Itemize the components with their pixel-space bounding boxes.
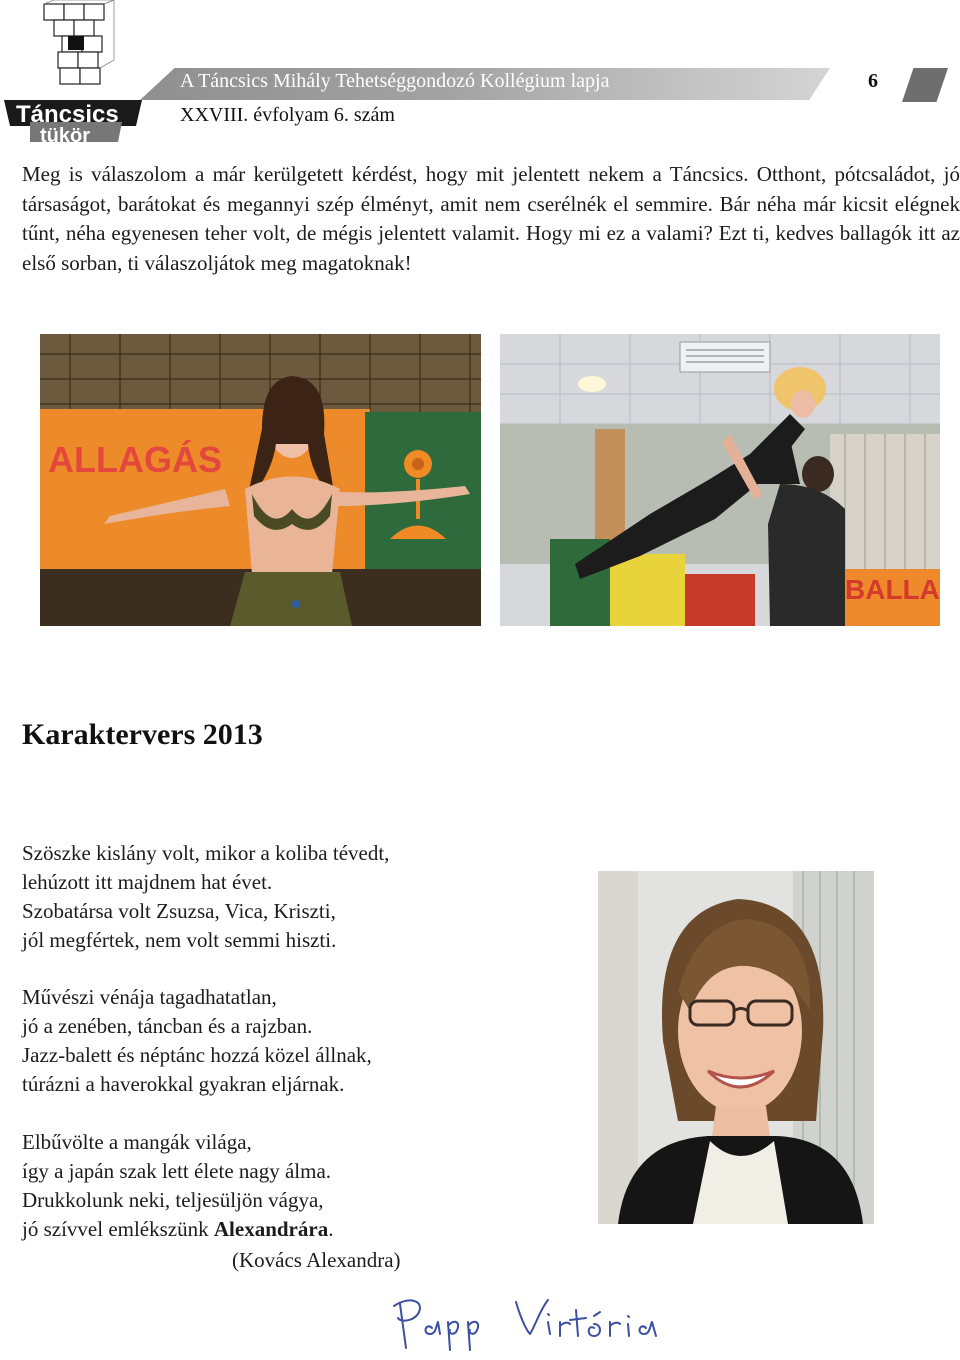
- poem-line: Szobatársa volt Zsuzsa, Vica, Kriszti,: [22, 899, 336, 923]
- poem-title: Karaktervers 2013: [22, 718, 263, 751]
- magazine-title: A Táncsics Mihály Tehetséggondozó Kollégium lapja: [180, 70, 610, 92]
- poem-line: jó a zenében, táncban és a rajzban.: [22, 1014, 313, 1038]
- logo-text-tukor: tükör: [40, 125, 90, 147]
- poem-line: Drukkolunk neki, teljesüljön vágya,: [22, 1188, 324, 1212]
- portrait-photo: [598, 871, 874, 1224]
- poem-stanza: [22, 1128, 582, 1244]
- belly-dancer-photo: [40, 334, 481, 626]
- poem-line: Jazz-balett és néptánc hozzá közel állnak,: [22, 1043, 372, 1067]
- poem-line: túrázni a haverokkal gyakran eljárnak.: [22, 1072, 345, 1096]
- logo-text-tancsics: Táncsics: [16, 101, 119, 128]
- honoree-name: Alexandrára: [213, 1217, 329, 1241]
- intro-paragraph: Meg is válaszolom a már kerülgetett kérdést, hogy mit jelentett nekem a Táncsics. Otthont, pótcsaládot, jó társaságot, barátokat és megannyi szép élményt, amit nem cserélnék el semmire. Bár néha már kicsit elégnek tűnt, néha egyenesen teher volt, de mégis jelentett valamit. Hogy mi ez a valami? Ezt ti, kedves ballagók itt az első sorban, ti válaszoljátok meg magatoknak!: [22, 162, 960, 275]
- poem-line: jó szívvel emlékszünk: [22, 1217, 214, 1241]
- issue-info: XXVIII. évfolyam 6. szám: [180, 104, 395, 126]
- poem-line: Szöszke kislány volt, mikor a koliba tévedt,: [22, 841, 390, 865]
- banner-letters: ALLAGÁS: [48, 439, 222, 480]
- poem-line: lehúzott itt majdnem hat évet.: [22, 870, 273, 894]
- poem-stanza: [22, 983, 582, 1099]
- poem-line: így a japán szak lett élete nagy álma.: [22, 1159, 332, 1183]
- handwritten-signature: [388, 1292, 668, 1354]
- end-punctuation: .: [328, 1217, 334, 1241]
- poem-line: Művészi vénája tagadhatatlan,: [22, 985, 277, 1009]
- poem-author: (Kovács Alexandra): [232, 1248, 401, 1272]
- couple-dance-photo: [500, 334, 940, 626]
- poem-line-final: [22, 1215, 582, 1244]
- page-number: 6: [868, 70, 878, 92]
- header-tab: [902, 68, 948, 102]
- poem-line: Elbűvölte a mangák világa,: [22, 1130, 252, 1154]
- poem-line: jól megfértek, nem volt semmi hiszti.: [22, 928, 337, 952]
- banner-letters-right: BALLA: [845, 574, 940, 605]
- magazine-logo: [0, 0, 150, 152]
- poem-stanza: [22, 839, 582, 955]
